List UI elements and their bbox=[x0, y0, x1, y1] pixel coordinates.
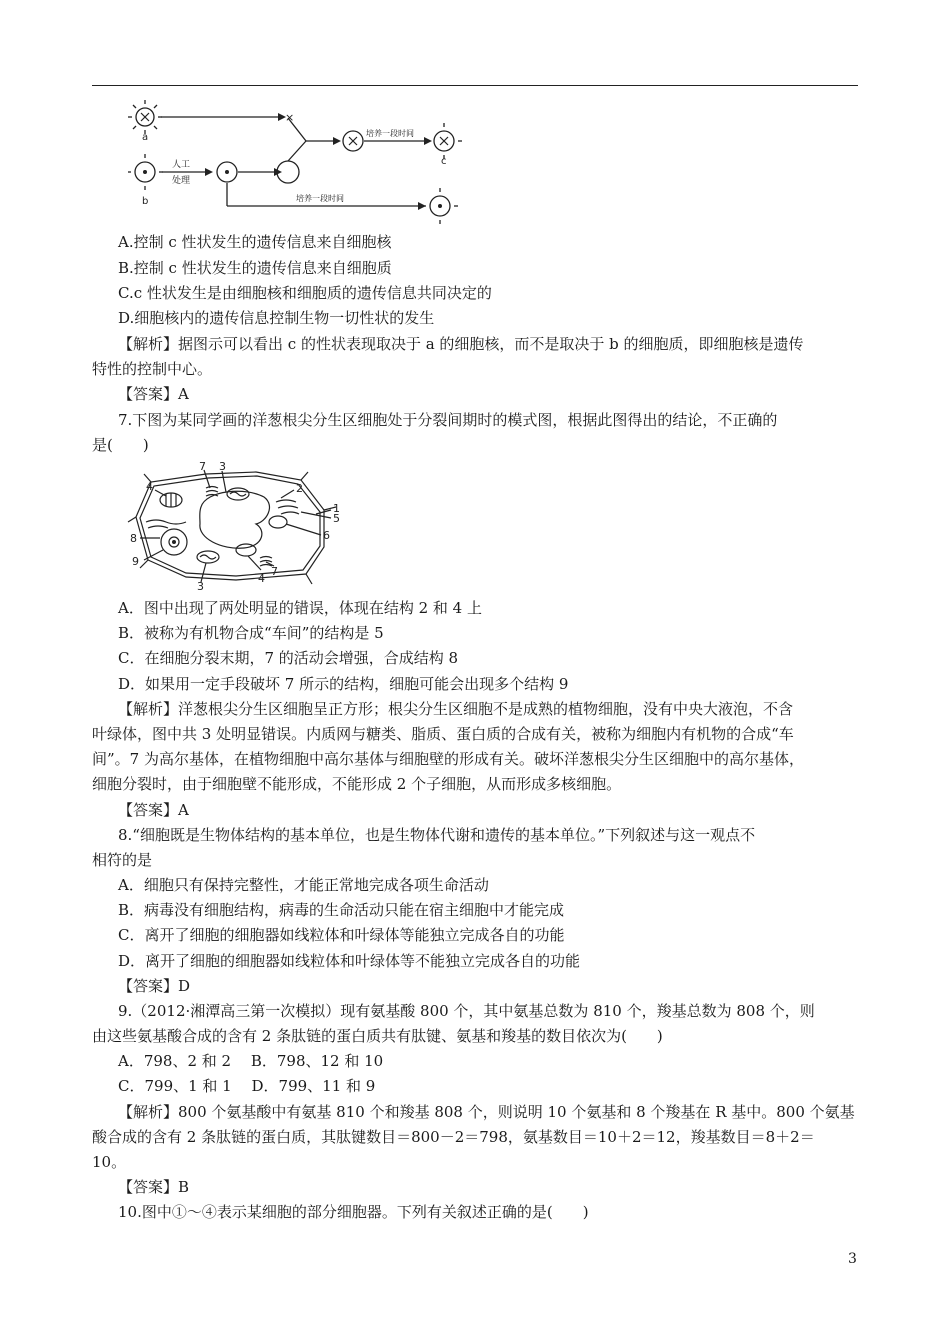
q8-stem-line: 相符的是 bbox=[92, 851, 153, 869]
cell-label: 6 bbox=[323, 529, 330, 542]
q6-answer: 【答案】A bbox=[118, 385, 189, 403]
q7-answer: 【答案】A bbox=[118, 801, 189, 819]
q8-option-d: D．离开了细胞的细胞器如线粒体和叶绿体等不能独立完成各自的功能 bbox=[118, 952, 581, 970]
cell-label: 1 bbox=[333, 502, 340, 515]
q6-option-c: C.c 性状发生是由细胞核和细胞质的遗传信息共同决定的 bbox=[118, 284, 492, 302]
culture-bottom: 培养一段时间 bbox=[296, 194, 344, 203]
q9-options-row: A．798、2 和 2 B．798、12 和 10 bbox=[118, 1052, 384, 1070]
cell-label: 4 bbox=[146, 480, 153, 493]
q8-answer: 【答案】D bbox=[118, 977, 191, 995]
q6-analysis-line: 特性的控制中心。 bbox=[92, 360, 213, 378]
q7-option-b: B．被称为有机物合成“车间”的结构是 5 bbox=[118, 624, 384, 642]
q6-option-d: D.细胞核内的遗传信息控制生物一切性状的发生 bbox=[118, 309, 435, 327]
q9-answer: 【答案】B bbox=[118, 1178, 190, 1196]
q8-option-c: C．离开了细胞的细胞器如线粒体和叶绿体等能独立完成各自的功能 bbox=[118, 926, 565, 944]
nuclear-transplant-figure bbox=[128, 96, 468, 226]
q7-analysis-line: 细胞分裂时，由于细胞壁不能形成，不能形成 2 个子细胞，从而形成多核细胞。 bbox=[92, 775, 622, 793]
q6-analysis-line: 【解析】据图示可以看出 c 的性状表现取决于 a 的细胞核，而不是取决于 b 的细胞质，即细胞核是遗传 bbox=[118, 335, 804, 353]
q7-stem-line: 7.下图为某同学画的洋葱根尖分生区细胞处于分裂间期时的模式图，根据此图得出的结论，不正确的 bbox=[118, 411, 778, 429]
cell-label: 3 bbox=[197, 580, 204, 592]
cell-label: 5 bbox=[333, 512, 340, 525]
q7-option-a: A．图中出现了两处明显的错误，体现在结构 2 和 4 上 bbox=[118, 599, 482, 617]
q10-stem: 10.图中①～④表示某细胞的部分细胞器。下列有关叙述正确的是( ) bbox=[118, 1203, 589, 1221]
q7-option-d: D．如果用一定手段破坏 7 所示的结构，细胞可能会出现多个结构 9 bbox=[118, 675, 569, 693]
q9-stem-line: 由这些氨基酸合成的含有 2 条肽链的蛋白质共有肽键、氨基和羧基的数目依次为( ) bbox=[92, 1027, 663, 1045]
cell-label: 8 bbox=[130, 532, 137, 545]
treat-bottom: 处理 bbox=[172, 176, 191, 186]
q9-options-row: C．799、1 和 1 D．799、11 和 9 bbox=[118, 1077, 376, 1095]
cell-label: 2 bbox=[296, 482, 303, 495]
treat-top: 人工 bbox=[172, 160, 191, 170]
label-x: × bbox=[285, 111, 295, 124]
page-number: 3 bbox=[848, 1251, 857, 1267]
label-a: a bbox=[142, 132, 149, 143]
onion-cell-figure bbox=[126, 462, 348, 592]
q7-stem-line: 是( ) bbox=[92, 436, 149, 454]
cell-label: 3 bbox=[219, 462, 226, 473]
cell-label: 9 bbox=[132, 555, 139, 568]
q6-option-a: A.控制 c 性状发生的遗传信息来自细胞核 bbox=[118, 233, 392, 251]
q7-option-c: C．在细胞分裂末期，7 的活动会增强，合成结构 8 bbox=[118, 649, 459, 667]
q8-stem-line: 8.“细胞既是生物体结构的基本单位，也是生物体代谢和遗传的基本单位。”下列叙述与这一观点不 bbox=[118, 826, 756, 844]
q6-option-b: B.控制 c 性状发生的遗传信息来自细胞质 bbox=[118, 259, 392, 277]
q9-analysis-line: 10。 bbox=[92, 1153, 127, 1171]
culture-top: 培养一段时间 bbox=[366, 129, 414, 138]
cell-label: 7 bbox=[199, 462, 206, 473]
q9-analysis-line: 酸合成的含有 2 条肽链的蛋白质，其肽键数目＝800－2＝798，氨基数目＝10＋2＝12，羧基数目＝8＋2＝ bbox=[92, 1128, 815, 1146]
q9-stem-line: 9.（2012·湘潭高三第一次模拟）现有氨基酸 800 个，其中氨基总数为 810 个，羧基总数为 808 个，则 bbox=[118, 1002, 815, 1020]
q7-analysis-line: 叶绿体，图中共 3 处明显错误。内质网与糖类、脂质、蛋白质的合成有关，被称为细胞内有机物的合成“车 bbox=[92, 725, 794, 743]
header-rule bbox=[92, 85, 858, 86]
q8-option-a: A．细胞只有保持完整性，才能正常地完成各项生命活动 bbox=[118, 876, 489, 894]
q7-analysis-line: 【解析】洋葱根尖分生区细胞呈正方形；根尖分生区细胞不是成熟的植物细胞，没有中央大液泡，不含 bbox=[118, 700, 794, 718]
label-c: c bbox=[441, 156, 447, 167]
label-b: b bbox=[142, 196, 149, 207]
q8-option-b: B．病毒没有细胞结构，病毒的生命活动只能在宿主细胞中才能完成 bbox=[118, 901, 565, 919]
cell-label: 7 bbox=[271, 565, 278, 578]
q9-analysis-line: 【解析】800 个氨基酸中有氨基 810 个和羧基 808 个，则说明 10 个氨基和 8 个羧基在 R 基中。800 个氨基 bbox=[118, 1103, 855, 1121]
cell-label: 4 bbox=[258, 572, 265, 585]
q7-analysis-line: 间”。7 为高尔基体，在植物细胞中高尔基体与细胞壁的形成有关。破坏洋葱根尖分生区细胞中的高尔基体， bbox=[92, 750, 804, 768]
